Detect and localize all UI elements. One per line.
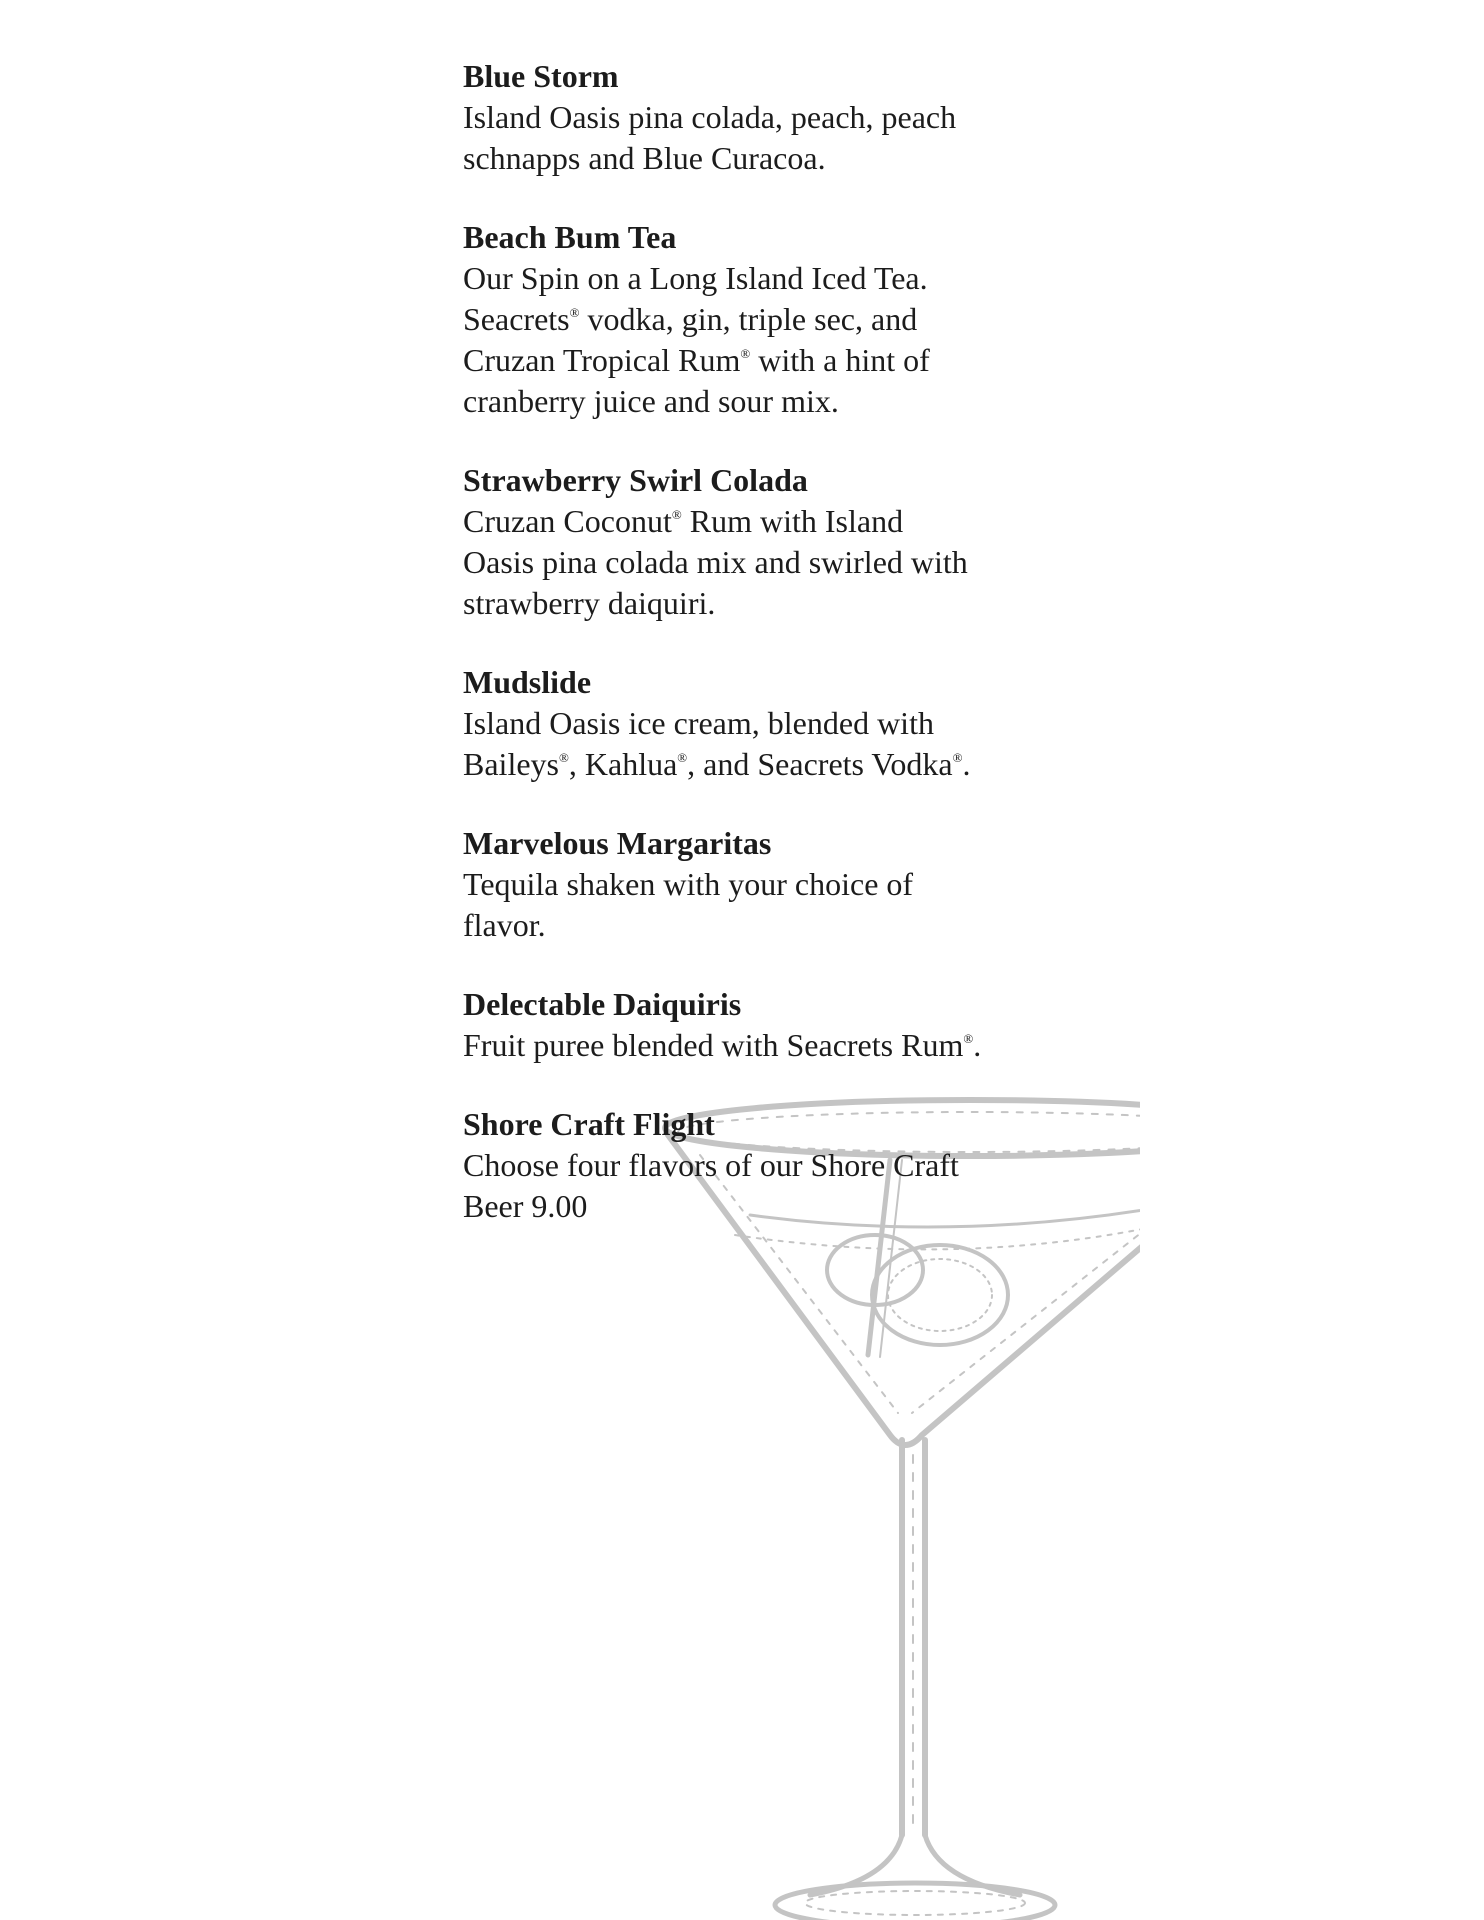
drink-menu (463, 56, 1063, 1265)
item-name: Shore Craft Flight (463, 1106, 715, 1142)
menu-item-mudslide (463, 662, 1063, 785)
item-description-line: Tequila shaken with your choice of (463, 866, 914, 902)
item-description-line: Oasis pina colada mix and swirled with (463, 544, 968, 580)
item-description-line: Cruzan Tropical Rum® with a hint of (463, 342, 930, 378)
registered-mark: ® (677, 750, 688, 765)
item-description-line: Island Oasis ice cream, blended with (463, 705, 934, 741)
item-description-line: Cruzan Coconut® Rum with Island (463, 503, 904, 539)
registered-mark: ® (569, 305, 580, 320)
registered-mark: ® (558, 750, 569, 765)
item-description-line: Beer 9.00 (463, 1188, 588, 1224)
item-name: Blue Storm (463, 58, 619, 94)
item-description-line: flavor. (463, 907, 546, 943)
item-name: Beach Bum Tea (463, 219, 677, 255)
item-description-line: strawberry daiquiri. (463, 585, 716, 621)
item-description-line: Choose four flavors of our Shore Craft (463, 1147, 959, 1183)
item-description-line: Seacrets® vodka, gin, triple sec, and (463, 301, 918, 337)
menu-item-shore-craft-flight (463, 1104, 1063, 1227)
registered-mark: ® (952, 750, 963, 765)
registered-mark: ® (671, 507, 682, 522)
item-name: Delectable Daiquiris (463, 986, 742, 1022)
item-description-line: Our Spin on a Long Island Iced Tea. (463, 260, 928, 296)
item-description-line: Fruit puree blended with Seacrets Rum®. (463, 1027, 982, 1063)
item-description-line: Island Oasis pina colada, peach, peach (463, 99, 957, 135)
menu-item-strawberry-swirl-colada (463, 460, 1063, 624)
item-name: Marvelous Margaritas (463, 825, 772, 861)
menu-item-marvelous-margaritas (463, 823, 1063, 946)
registered-mark: ® (963, 1031, 974, 1046)
item-description-line: cranberry juice and sour mix. (463, 383, 839, 419)
menu-item-beach-bum-tea (463, 217, 1063, 422)
item-description-line: Baileys®, Kahlua®, and Seacrets Vodka®. (463, 746, 971, 782)
menu-item-delectable-daiquiris (463, 984, 1063, 1066)
menu-item-blue-storm (463, 56, 1063, 179)
item-name: Strawberry Swirl Colada (463, 462, 808, 498)
item-description-line: schnapps and Blue Curacoa. (463, 140, 826, 176)
registered-mark: ® (740, 346, 751, 361)
item-name: Mudslide (463, 664, 592, 700)
